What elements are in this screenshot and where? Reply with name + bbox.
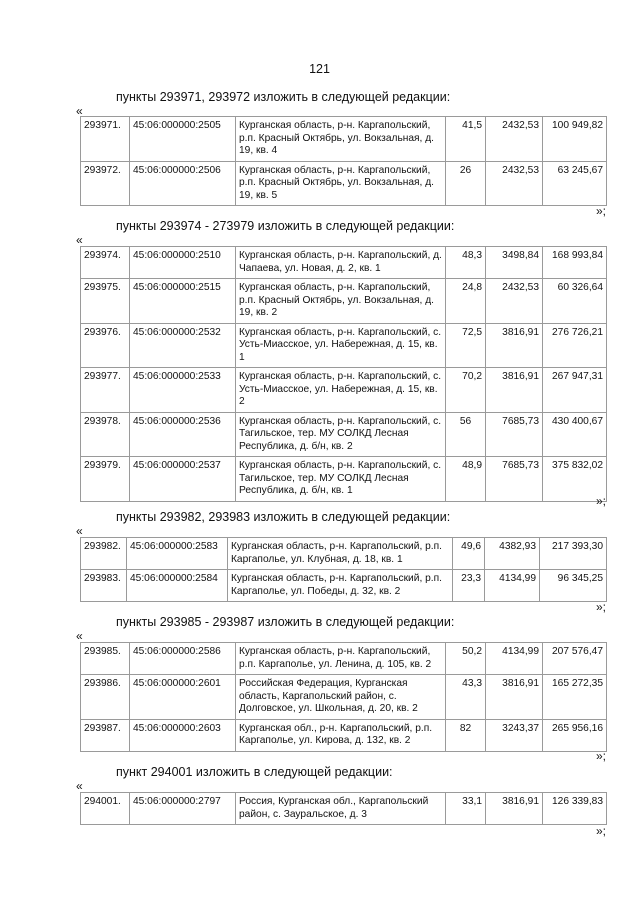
address: Курганская обл., р-н. Каргапольский, р.п. Каргаполье, ул. Кирова, д. 132, кв. 2: [236, 719, 446, 751]
cadastral-value: 430 400,67: [543, 412, 607, 457]
area: 82: [446, 719, 486, 751]
rate: 3816,91: [486, 323, 543, 368]
address: Курганская область, р-н. Каргапольский, с. Усть-Миасское, ул. Набережная, д. 15, кв. 2: [236, 368, 446, 413]
cadastral-value: 126 339,83: [543, 793, 607, 825]
area: 48,3: [446, 247, 486, 279]
item-number: 293972.: [81, 161, 130, 206]
area: 50,2: [446, 643, 486, 675]
address: Курганская область, р-н. Каргапольский, р.п. Красный Октябрь, ул. Вокзальная, д. 19, кв. 4: [236, 117, 446, 162]
cadastral-number: 45:06:000000:2601: [130, 675, 236, 720]
item-number: 293979.: [81, 457, 130, 502]
item-number: 293983.: [81, 570, 127, 602]
section-intro: пункты 293982, 293983 изложить в следующей редакции:: [116, 510, 451, 524]
item-number: 293987.: [81, 719, 130, 751]
table-row: [81, 368, 607, 413]
area: 23,3: [453, 570, 485, 602]
table-row: [81, 570, 607, 602]
area: 24,8: [446, 279, 486, 324]
close-quote: »;: [596, 204, 607, 218]
close-quote: »;: [596, 494, 607, 508]
close-quote: »;: [596, 749, 607, 763]
property-table: [80, 537, 607, 602]
cadastral-value: 165 272,35: [543, 675, 607, 720]
open-quote: «: [76, 779, 83, 793]
area: 43,3: [446, 675, 486, 720]
cadastral-value: 375 832,02: [543, 457, 607, 502]
cadastral-number: 45:06:000000:2584: [127, 570, 228, 602]
address: Курганская область, р-н. Каргапольский, р.п. Красный Октябрь, ул. Вокзальная, д. 19, кв. 5: [236, 161, 446, 206]
rate: 4134,99: [485, 570, 540, 602]
item-number: 293978.: [81, 412, 130, 457]
table-row: [81, 161, 607, 206]
cadastral-number: 45:06:000000:2506: [130, 161, 236, 206]
rate: 3243,37: [486, 719, 543, 751]
cadastral-value: 96 345,25: [540, 570, 607, 602]
address: Российская Федерация, Курганская область, Каргапольский район, с. Долговское, ул. Школьная, д. 20, кв. 2: [236, 675, 446, 720]
rate: 3816,91: [486, 675, 543, 720]
table-row: [81, 793, 607, 825]
page-number: 121: [309, 62, 330, 76]
property-table: [80, 116, 607, 206]
rate: 7685,73: [486, 457, 543, 502]
cadastral-number: 45:06:000000:2537: [130, 457, 236, 502]
rate: 4382,93: [485, 538, 540, 570]
address: Курганская область, р-н. Каргапольский, с. Тагильское, тер. МУ СОЛКД Лесная Республика, д. б/н, кв. 1: [236, 457, 446, 502]
rate: 3816,91: [486, 368, 543, 413]
rate: 2432,53: [486, 117, 543, 162]
address: Курганская область, р-н. Каргапольский, р.п. Каргаполье, ул. Победы, д. 32, кв. 2: [228, 570, 453, 602]
address: Курганская область, р-н. Каргапольский, с. Усть-Миасское, ул. Набережная, д. 15, кв. 1: [236, 323, 446, 368]
cadastral-number: 45:06:000000:2510: [130, 247, 236, 279]
area: 26: [446, 161, 486, 206]
item-number: 293974.: [81, 247, 130, 279]
cadastral-value: 217 393,30: [540, 538, 607, 570]
cadastral-value: 276 726,21: [543, 323, 607, 368]
rate: 3498,84: [486, 247, 543, 279]
rate: 7685,73: [486, 412, 543, 457]
table-row: [81, 643, 607, 675]
cadastral-value: 265 956,16: [543, 719, 607, 751]
close-quote: »;: [596, 824, 607, 838]
table-row: [81, 412, 607, 457]
address: Курганская область, р-н. Каргапольский, р.п. Красный Октябрь, ул. Вокзальная, д. 19, кв. 2: [236, 279, 446, 324]
cadastral-number: 45:06:000000:2603: [130, 719, 236, 751]
cadastral-value: 207 576,47: [543, 643, 607, 675]
cadastral-number: 45:06:000000:2515: [130, 279, 236, 324]
table-row: [81, 675, 607, 720]
table-row: [81, 457, 607, 502]
area: 56: [446, 412, 486, 457]
cadastral-value: 60 326,64: [543, 279, 607, 324]
address: Курганская область, р-н. Каргапольский, р.п. Каргаполье, ул. Клубная, д. 18, кв. 1: [228, 538, 453, 570]
area: 72,5: [446, 323, 486, 368]
section-intro: пункты 293971, 293972 изложить в следующей редакции:: [116, 90, 451, 104]
table-row: [81, 323, 607, 368]
cadastral-value: 267 947,31: [543, 368, 607, 413]
item-number: 293986.: [81, 675, 130, 720]
section-intro: пункт 294001 изложить в следующей редакции:: [116, 765, 393, 779]
rate: 4134,99: [486, 643, 543, 675]
cadastral-number: 45:06:000000:2533: [130, 368, 236, 413]
table-row: [81, 279, 607, 324]
area: 33,1: [446, 793, 486, 825]
cadastral-value: 168 993,84: [543, 247, 607, 279]
cadastral-value: 63 245,67: [543, 161, 607, 206]
rate: 2432,53: [486, 279, 543, 324]
open-quote: «: [76, 104, 83, 118]
item-number: 294001.: [81, 793, 130, 825]
close-quote: »;: [596, 600, 607, 614]
rate: 2432,53: [486, 161, 543, 206]
item-number: 293971.: [81, 117, 130, 162]
cadastral-value: 100 949,82: [543, 117, 607, 162]
cadastral-number: 45:06:000000:2532: [130, 323, 236, 368]
open-quote: «: [76, 524, 83, 538]
section-intro: пункты 293974 - 273979 изложить в следующей редакции:: [116, 219, 455, 233]
address: Курганская область, р-н. Каргапольский, с. Тагильское, тер. МУ СОЛКД Лесная Республика, д. б/н, кв. 2: [236, 412, 446, 457]
cadastral-number: 45:06:000000:2586: [130, 643, 236, 675]
area: 70,2: [446, 368, 486, 413]
item-number: 293982.: [81, 538, 127, 570]
item-number: 293976.: [81, 323, 130, 368]
address: Курганская область, р-н. Каргапольский, д. Чапаева, ул. Новая, д. 2, кв. 1: [236, 247, 446, 279]
property-table: [80, 792, 607, 825]
item-number: 293985.: [81, 643, 130, 675]
rate: 3816,91: [486, 793, 543, 825]
open-quote: «: [76, 233, 83, 247]
section-intro: пункты 293985 - 293987 изложить в следующей редакции:: [116, 615, 455, 629]
address: Россия, Курганская обл., Каргапольский район, с. Зауральское, д. 3: [236, 793, 446, 825]
item-number: 293977.: [81, 368, 130, 413]
table-row: [81, 538, 607, 570]
area: 48,9: [446, 457, 486, 502]
area: 41,5: [446, 117, 486, 162]
cadastral-number: 45:06:000000:2797: [130, 793, 236, 825]
cadastral-number: 45:06:000000:2505: [130, 117, 236, 162]
cadastral-number: 45:06:000000:2583: [127, 538, 228, 570]
table-row: [81, 117, 607, 162]
property-table: [80, 246, 607, 502]
item-number: 293975.: [81, 279, 130, 324]
area: 49,6: [453, 538, 485, 570]
property-table: [80, 642, 607, 752]
address: Курганская область, р-н. Каргапольский, р.п. Каргаполье, ул. Ленина, д. 105, кв. 2: [236, 643, 446, 675]
open-quote: «: [76, 629, 83, 643]
cadastral-number: 45:06:000000:2536: [130, 412, 236, 457]
table-row: [81, 247, 607, 279]
table-row: [81, 719, 607, 751]
